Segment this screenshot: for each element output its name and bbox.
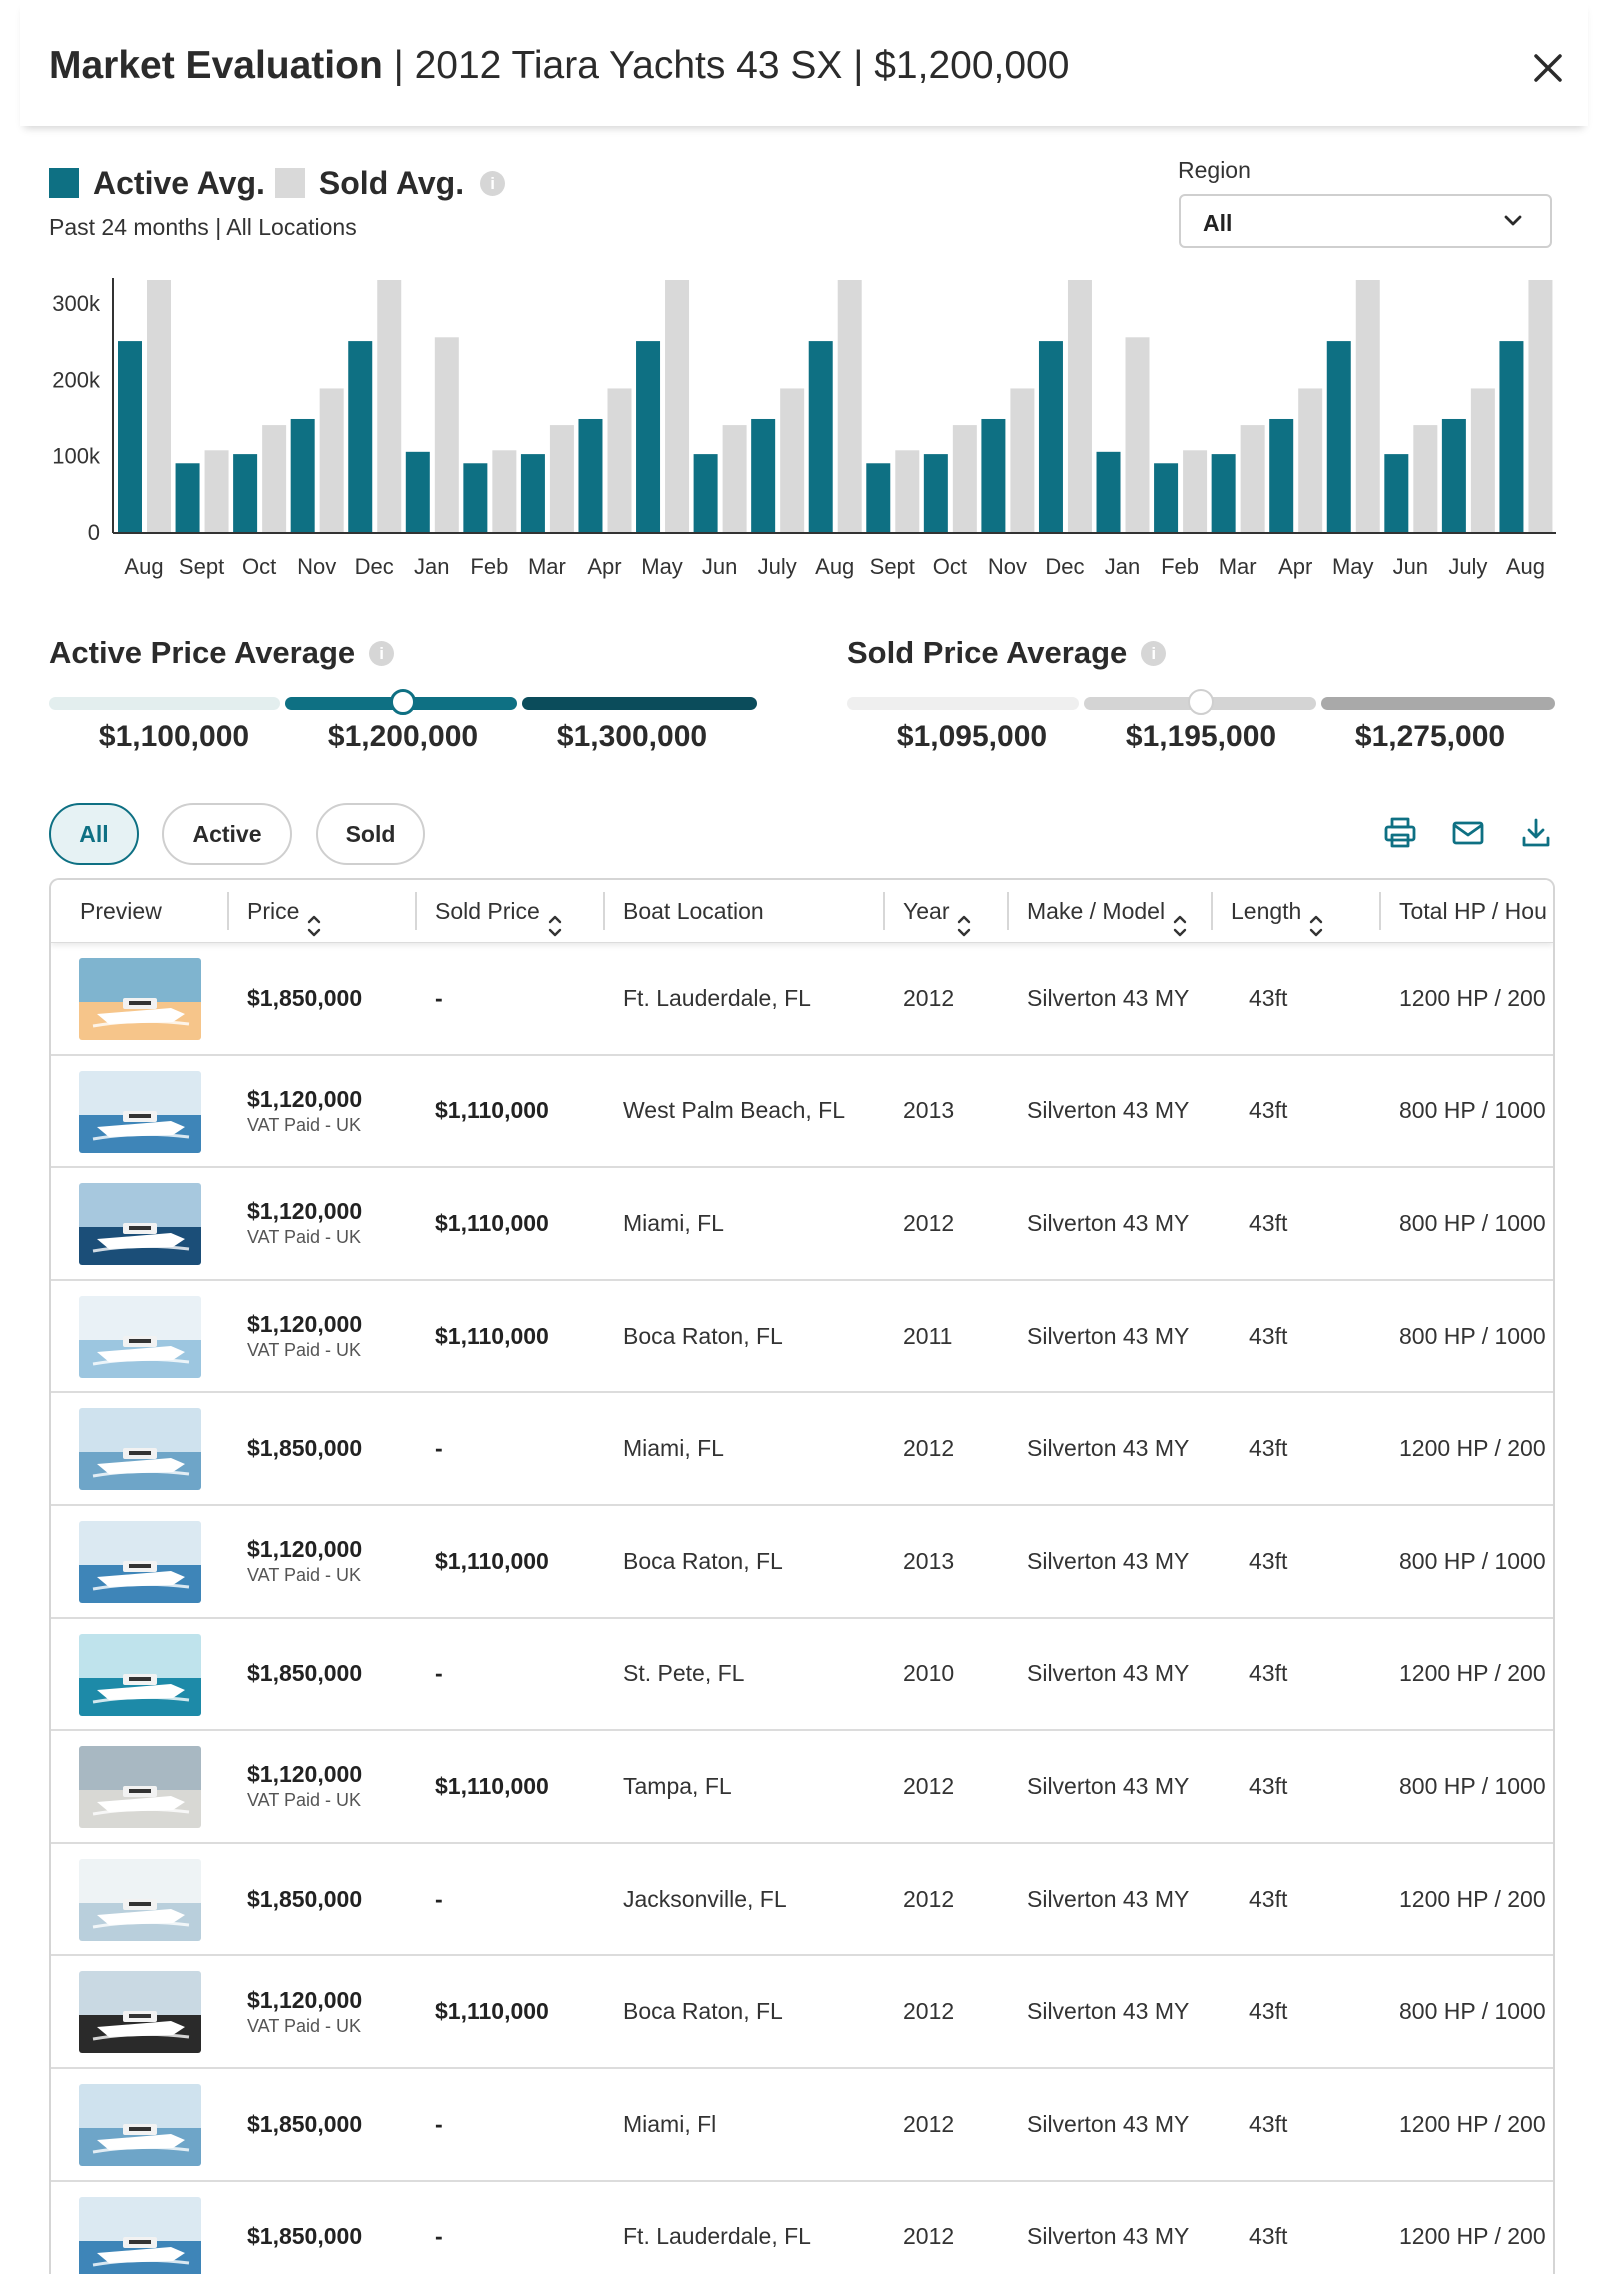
filter-tab-all[interactable]: All bbox=[49, 803, 139, 865]
x-tick-label: July bbox=[757, 554, 797, 579]
active-bar bbox=[694, 454, 718, 532]
column-location-label: Boat Location bbox=[623, 898, 764, 924]
active-range-low-segment bbox=[49, 697, 280, 710]
active-bar bbox=[809, 341, 833, 532]
sort-icon[interactable] bbox=[548, 900, 562, 926]
sold-average-marker bbox=[1188, 689, 1214, 715]
x-tick-label: Jan bbox=[1104, 554, 1141, 579]
x-tick-label: Apr bbox=[587, 554, 622, 579]
sold-bar bbox=[607, 388, 631, 532]
hp-cell: 800 HP / 1000 bbox=[1399, 1097, 1546, 1124]
active-bar bbox=[924, 454, 948, 532]
sold-price-cell: $1,110,000 bbox=[435, 1772, 549, 1799]
length-cell: 43ft bbox=[1249, 1998, 1288, 2025]
price-cell bbox=[247, 943, 362, 1054]
length-cell: 43ft bbox=[1249, 1435, 1288, 1462]
vat-note: VAT Paid - UK bbox=[247, 1227, 362, 1248]
price-cell bbox=[247, 2069, 362, 2180]
sold-price-cell: $1,110,000 bbox=[435, 1322, 549, 1349]
year-cell: 2012 bbox=[903, 1772, 955, 1799]
price-value: $1,120,000 bbox=[247, 1986, 363, 2013]
price-value: $1,120,000 bbox=[247, 1536, 363, 1563]
length-cell: 43ft bbox=[1249, 2110, 1288, 2137]
x-tick-label: Aug bbox=[815, 554, 855, 579]
sold-bar bbox=[1298, 388, 1322, 532]
chart-subtitle: Past 24 months | All Locations bbox=[49, 214, 357, 240]
year-cell: 2013 bbox=[903, 1547, 955, 1574]
year-cell: 2013 bbox=[903, 1097, 955, 1124]
year-cell: 2010 bbox=[903, 1660, 955, 1687]
sold-bar bbox=[1528, 280, 1552, 532]
column-preview: Preview bbox=[80, 898, 162, 924]
length-cell: 43ft bbox=[1249, 1660, 1288, 1687]
vat-note: VAT Paid - UK bbox=[247, 2015, 362, 2036]
price-cell bbox=[247, 1956, 362, 2067]
x-tick-label: Feb bbox=[1161, 554, 1200, 579]
vat-note: VAT Paid - UK bbox=[247, 1340, 362, 1361]
price-value: $1,120,000 bbox=[247, 1761, 363, 1788]
active-bar bbox=[406, 452, 430, 532]
table-row[interactable] bbox=[51, 943, 1553, 1056]
make-model-cell: Silverton 43 MY bbox=[1027, 1660, 1190, 1687]
region-value: All bbox=[1203, 210, 1233, 236]
sold-low-value: $1,095,000 bbox=[896, 720, 1048, 753]
price-value: $1,120,000 bbox=[247, 1311, 363, 1338]
column-make-model-label: Make / Model bbox=[1027, 898, 1166, 924]
active-bar bbox=[636, 341, 660, 532]
price-value: $1,120,000 bbox=[247, 1085, 363, 1112]
hp-cell: 1200 HP / 200 bbox=[1399, 1435, 1546, 1462]
x-tick-label: Aug bbox=[1505, 554, 1546, 579]
chart-legend bbox=[49, 160, 505, 206]
active-bar bbox=[521, 454, 545, 532]
table-row[interactable] bbox=[51, 1168, 1553, 1281]
active-bar bbox=[578, 419, 602, 532]
sold-bar bbox=[1471, 388, 1495, 532]
make-model-cell: Silverton 43 MY bbox=[1027, 2110, 1190, 2137]
year-cell: 2012 bbox=[903, 1209, 955, 1236]
length-cell: 43ft bbox=[1249, 1322, 1288, 1349]
y-tick-label: 0 bbox=[87, 520, 100, 545]
active-bar bbox=[1442, 419, 1466, 532]
table-body bbox=[51, 943, 1553, 2274]
sold-bar bbox=[723, 425, 747, 532]
sort-icon[interactable] bbox=[1309, 900, 1323, 926]
price-cell bbox=[247, 2182, 362, 2274]
column-make-model[interactable] bbox=[1027, 880, 1187, 942]
x-tick-label: Oct bbox=[932, 554, 967, 579]
active-high-value: $1,300,000 bbox=[556, 720, 708, 753]
x-tick-label: Sept bbox=[178, 554, 225, 579]
info-icon[interactable]: i bbox=[369, 641, 394, 666]
boat-thumbnail[interactable] bbox=[79, 1971, 201, 2053]
year-cell: 2012 bbox=[903, 1435, 955, 1462]
legend-sold-label: Sold Avg. bbox=[318, 164, 465, 201]
location-cell: Ft. Lauderdale, FL bbox=[623, 2223, 811, 2250]
make-model-cell: Silverton 43 MY bbox=[1027, 984, 1190, 1011]
price-value: $1,850,000 bbox=[247, 2223, 363, 2250]
hp-cell: 1200 HP / 200 bbox=[1399, 1885, 1546, 1912]
mail-icon[interactable] bbox=[1451, 816, 1485, 850]
sold-price-cell: - bbox=[435, 2223, 443, 2250]
x-tick-label: Oct bbox=[242, 554, 277, 579]
table-row[interactable] bbox=[51, 1956, 1553, 2069]
y-tick-label: 100k bbox=[52, 443, 100, 469]
download-icon[interactable] bbox=[1519, 816, 1553, 850]
sold-range-low-segment bbox=[847, 697, 1079, 710]
sold-price-cell: - bbox=[435, 984, 443, 1011]
sold-bar bbox=[1241, 425, 1265, 532]
boat-thumbnail[interactable] bbox=[79, 1521, 201, 1603]
length-cell: 43ft bbox=[1249, 984, 1288, 1011]
price-value: $1,120,000 bbox=[247, 1198, 363, 1225]
column-hp-label: Total HP / Hou bbox=[1399, 898, 1547, 924]
sold-price-cell: $1,110,000 bbox=[435, 1097, 549, 1124]
bar-chart bbox=[0, 260, 1600, 590]
x-tick-label: Feb bbox=[470, 554, 509, 579]
active-bar bbox=[866, 463, 890, 532]
sold-bar bbox=[205, 450, 229, 532]
x-tick-label: Dec bbox=[1045, 554, 1085, 579]
x-tick-label: Mar bbox=[1218, 554, 1257, 579]
column-sold-price[interactable] bbox=[435, 880, 562, 942]
length-cell: 43ft bbox=[1249, 1772, 1288, 1799]
boat-thumbnail[interactable] bbox=[79, 1859, 201, 1941]
year-cell: 2011 bbox=[903, 1322, 953, 1349]
sold-bar bbox=[1126, 337, 1150, 532]
make-model-cell: Silverton 43 MY bbox=[1027, 2223, 1190, 2250]
column-price-label: Price bbox=[247, 898, 300, 924]
legend-active-swatch bbox=[49, 168, 79, 198]
sold-bar bbox=[435, 337, 459, 532]
sold-bar bbox=[147, 280, 171, 532]
column-total-hp bbox=[1399, 880, 1547, 942]
table-row[interactable] bbox=[51, 2182, 1553, 2274]
hp-cell: 800 HP / 1000 bbox=[1399, 1772, 1546, 1799]
year-cell: 2012 bbox=[903, 2110, 955, 2137]
boat-thumbnail[interactable] bbox=[79, 2084, 201, 2166]
table-row[interactable] bbox=[51, 1281, 1553, 1394]
location-cell: Boca Raton, FL bbox=[623, 1322, 783, 1349]
active-bar bbox=[176, 463, 200, 532]
x-tick-label: May bbox=[1331, 554, 1374, 579]
column-divider bbox=[1007, 892, 1009, 930]
active-bar bbox=[463, 463, 487, 532]
x-tick-label: Dec bbox=[354, 554, 394, 579]
hp-cell: 1200 HP / 200 bbox=[1399, 984, 1546, 1011]
price-value: $1,850,000 bbox=[247, 2110, 363, 2137]
table-row[interactable] bbox=[51, 1731, 1553, 1844]
hp-cell: 800 HP / 1000 bbox=[1399, 1209, 1546, 1236]
price-value: $1,850,000 bbox=[247, 1885, 363, 1912]
sold-bar bbox=[1413, 425, 1437, 532]
price-cell bbox=[247, 1393, 362, 1504]
table-header bbox=[51, 880, 1553, 943]
sold-bar bbox=[1010, 388, 1034, 532]
price-cell bbox=[247, 1844, 362, 1955]
boat-thumbnail[interactable] bbox=[79, 1071, 201, 1153]
active-bar bbox=[1384, 454, 1408, 532]
location-cell: West Palm Beach, FL bbox=[623, 1097, 845, 1124]
length-cell: 43ft bbox=[1249, 1097, 1288, 1124]
sort-icon[interactable] bbox=[307, 900, 321, 926]
location-cell: St. Pete, FL bbox=[623, 1660, 745, 1687]
close-icon[interactable] bbox=[1528, 48, 1568, 88]
active-bar bbox=[1154, 463, 1178, 532]
x-tick-label: Jun bbox=[1392, 554, 1429, 579]
active-average-marker bbox=[390, 689, 416, 715]
filter-tab-sold[interactable]: Sold bbox=[316, 803, 425, 865]
active-bar bbox=[1269, 419, 1293, 532]
hp-cell: 1200 HP / 200 bbox=[1399, 2110, 1546, 2137]
active-bar bbox=[233, 454, 257, 532]
make-model-cell: Silverton 43 MY bbox=[1027, 1322, 1190, 1349]
active-bar bbox=[1097, 452, 1121, 532]
active-range-high-segment bbox=[522, 697, 757, 710]
price-cell bbox=[247, 1168, 362, 1279]
boat-thumbnail[interactable] bbox=[79, 1296, 201, 1378]
sold-range-high-segment bbox=[1321, 697, 1555, 710]
active-price-average-label: Active Price Average bbox=[49, 635, 356, 670]
column-divider bbox=[883, 892, 885, 930]
sold-bar bbox=[1183, 450, 1207, 532]
hp-cell: 800 HP / 1000 bbox=[1399, 1998, 1546, 2025]
x-tick-label: Mar bbox=[527, 554, 566, 579]
y-tick-label: 200k bbox=[52, 367, 100, 393]
year-cell: 2012 bbox=[903, 1998, 955, 2025]
sold-bar bbox=[953, 425, 977, 532]
year-cell: 2012 bbox=[903, 984, 955, 1011]
table-row[interactable] bbox=[51, 1619, 1553, 1732]
column-length-label: Length bbox=[1231, 898, 1302, 924]
active-low-value: $1,100,000 bbox=[98, 720, 250, 753]
make-model-cell: Silverton 43 MY bbox=[1027, 1885, 1190, 1912]
modal-title bbox=[49, 44, 1069, 88]
location-cell: Jacksonville, FL bbox=[623, 1885, 787, 1912]
sold-price-cell: $1,110,000 bbox=[435, 1547, 549, 1574]
table-row[interactable] bbox=[51, 2069, 1553, 2182]
sort-icon[interactable] bbox=[1173, 900, 1187, 926]
column-divider bbox=[1211, 892, 1213, 930]
listings-table bbox=[49, 878, 1555, 2274]
location-cell: Ft. Lauderdale, FL bbox=[623, 984, 811, 1011]
region-label: Region bbox=[1178, 157, 1251, 183]
info-icon[interactable]: i bbox=[1141, 641, 1166, 666]
active-bar bbox=[348, 341, 372, 532]
active-bar bbox=[1327, 341, 1351, 532]
price-cell bbox=[247, 1056, 362, 1167]
title-main: Market Evaluation bbox=[49, 44, 383, 87]
sold-bar bbox=[320, 388, 344, 532]
location-cell: Boca Raton, FL bbox=[623, 1998, 783, 2025]
hp-cell: 1200 HP / 200 bbox=[1399, 1660, 1546, 1687]
boat-thumbnail[interactable] bbox=[79, 2197, 201, 2274]
length-cell: 43ft bbox=[1249, 2223, 1288, 2250]
price-cell bbox=[247, 1506, 362, 1617]
year-cell: 2012 bbox=[903, 2223, 955, 2250]
location-cell: Miami, Fl bbox=[623, 2110, 717, 2137]
active-bar bbox=[118, 341, 142, 532]
column-divider bbox=[603, 892, 605, 930]
sold-bar bbox=[780, 388, 804, 532]
price-cell bbox=[247, 1619, 362, 1730]
table-row[interactable] bbox=[51, 1393, 1553, 1506]
sold-price-cell: - bbox=[435, 1435, 443, 1462]
table-row[interactable] bbox=[51, 1844, 1553, 1957]
boat-thumbnail[interactable] bbox=[79, 1408, 201, 1490]
column-length[interactable] bbox=[1231, 880, 1323, 942]
column-divider bbox=[1379, 892, 1381, 930]
column-divider bbox=[227, 892, 229, 930]
location-cell: Tampa, FL bbox=[623, 1772, 732, 1799]
sold-bar bbox=[838, 280, 862, 532]
active-mid-value: $1,200,000 bbox=[327, 720, 479, 753]
sold-bar bbox=[492, 450, 516, 532]
hp-cell: 1200 HP / 200 bbox=[1399, 2223, 1546, 2250]
sold-price-cell: - bbox=[435, 2110, 443, 2137]
price-value: $1,850,000 bbox=[247, 1660, 363, 1687]
vat-note: VAT Paid - UK bbox=[247, 1114, 362, 1135]
price-value: $1,850,000 bbox=[247, 984, 363, 1011]
sort-icon[interactable] bbox=[957, 900, 971, 926]
active-bar bbox=[981, 419, 1005, 532]
column-year[interactable] bbox=[903, 880, 971, 942]
x-tick-label: July bbox=[1448, 554, 1488, 579]
sold-bar bbox=[1068, 280, 1092, 532]
region-select[interactable] bbox=[1179, 194, 1552, 248]
make-model-cell: Silverton 43 MY bbox=[1027, 1435, 1190, 1462]
boat-thumbnail[interactable] bbox=[79, 1634, 201, 1716]
sold-price-cell: $1,110,000 bbox=[435, 1209, 549, 1236]
x-tick-label: Aug bbox=[124, 554, 164, 579]
vat-note: VAT Paid - UK bbox=[247, 1565, 362, 1586]
boat-thumbnail[interactable] bbox=[79, 958, 201, 1040]
sold-bar bbox=[377, 280, 401, 532]
print-icon[interactable] bbox=[1383, 816, 1417, 850]
vat-note: VAT Paid - UK bbox=[247, 1790, 362, 1811]
x-tick-label: Sept bbox=[869, 554, 915, 579]
year-cell: 2012 bbox=[903, 1885, 955, 1912]
sold-mid-value: $1,195,000 bbox=[1125, 720, 1277, 753]
sold-bar bbox=[895, 450, 919, 532]
y-tick-label: 300k bbox=[52, 290, 100, 316]
make-model-cell: Silverton 43 MY bbox=[1027, 1772, 1190, 1799]
sold-price-cell: - bbox=[435, 1885, 443, 1912]
active-bar bbox=[291, 419, 315, 532]
x-tick-label: Jun bbox=[701, 554, 738, 579]
info-icon[interactable]: i bbox=[480, 171, 505, 196]
sold-bar bbox=[262, 425, 286, 532]
boat-thumbnail[interactable] bbox=[79, 1183, 201, 1265]
sold-bar bbox=[665, 280, 689, 532]
hp-cell: 800 HP / 1000 bbox=[1399, 1322, 1546, 1349]
length-cell: 43ft bbox=[1249, 1885, 1288, 1912]
active-bar bbox=[1212, 454, 1236, 532]
sold-price-cell: - bbox=[435, 1660, 443, 1687]
legend-active-label: Active Avg. bbox=[93, 164, 265, 201]
location-cell: Miami, FL bbox=[623, 1435, 724, 1462]
make-model-cell: Silverton 43 MY bbox=[1027, 1547, 1190, 1574]
sold-high-value: $1,275,000 bbox=[1354, 720, 1506, 753]
location-cell: Miami, FL bbox=[623, 1209, 724, 1236]
sold-price-average-title bbox=[847, 635, 1166, 671]
active-bar bbox=[751, 419, 775, 532]
price-cell bbox=[247, 1281, 362, 1392]
length-cell: 43ft bbox=[1249, 1547, 1288, 1574]
active-price-average-title bbox=[49, 635, 394, 671]
price-value: $1,850,000 bbox=[247, 1435, 363, 1462]
table-row[interactable] bbox=[51, 1056, 1553, 1169]
modal-header bbox=[20, 0, 1588, 126]
filter-tab-active[interactable]: Active bbox=[162, 803, 292, 865]
legend-sold-swatch bbox=[275, 168, 305, 198]
x-tick-label: Jan bbox=[414, 554, 450, 579]
column-sold-price-label: Sold Price bbox=[435, 898, 540, 924]
length-cell: 43ft bbox=[1249, 1209, 1288, 1236]
sold-bar bbox=[1356, 280, 1380, 532]
table-row[interactable] bbox=[51, 1506, 1553, 1619]
sold-price-cell: $1,110,000 bbox=[435, 1998, 549, 2025]
boat-thumbnail[interactable] bbox=[79, 1746, 201, 1828]
column-boat-location bbox=[623, 880, 764, 942]
price-cell bbox=[247, 1731, 362, 1842]
x-tick-label: Nov bbox=[297, 554, 337, 579]
active-bar bbox=[1499, 341, 1523, 532]
column-year-label: Year bbox=[903, 898, 950, 924]
make-model-cell: Silverton 43 MY bbox=[1027, 1209, 1190, 1236]
x-tick-label: Nov bbox=[987, 554, 1027, 579]
hp-cell: 800 HP / 1000 bbox=[1399, 1547, 1546, 1574]
sold-price-average-label: Sold Price Average bbox=[847, 635, 1128, 670]
make-model-cell: Silverton 43 MY bbox=[1027, 1998, 1190, 2025]
x-tick-label: May bbox=[641, 554, 683, 579]
column-price[interactable] bbox=[247, 880, 321, 942]
x-tick-label: Apr bbox=[1278, 554, 1313, 579]
column-divider bbox=[415, 892, 417, 930]
chevron-down-icon bbox=[1502, 210, 1524, 232]
active-bar bbox=[1039, 341, 1063, 532]
location-cell: Boca Raton, FL bbox=[623, 1547, 783, 1574]
make-model-cell: Silverton 43 MY bbox=[1027, 1097, 1190, 1124]
sold-bar bbox=[550, 425, 574, 532]
title-detail: | 2012 Tiara Yachts 43 SX | $1,200,000 bbox=[382, 44, 1070, 87]
